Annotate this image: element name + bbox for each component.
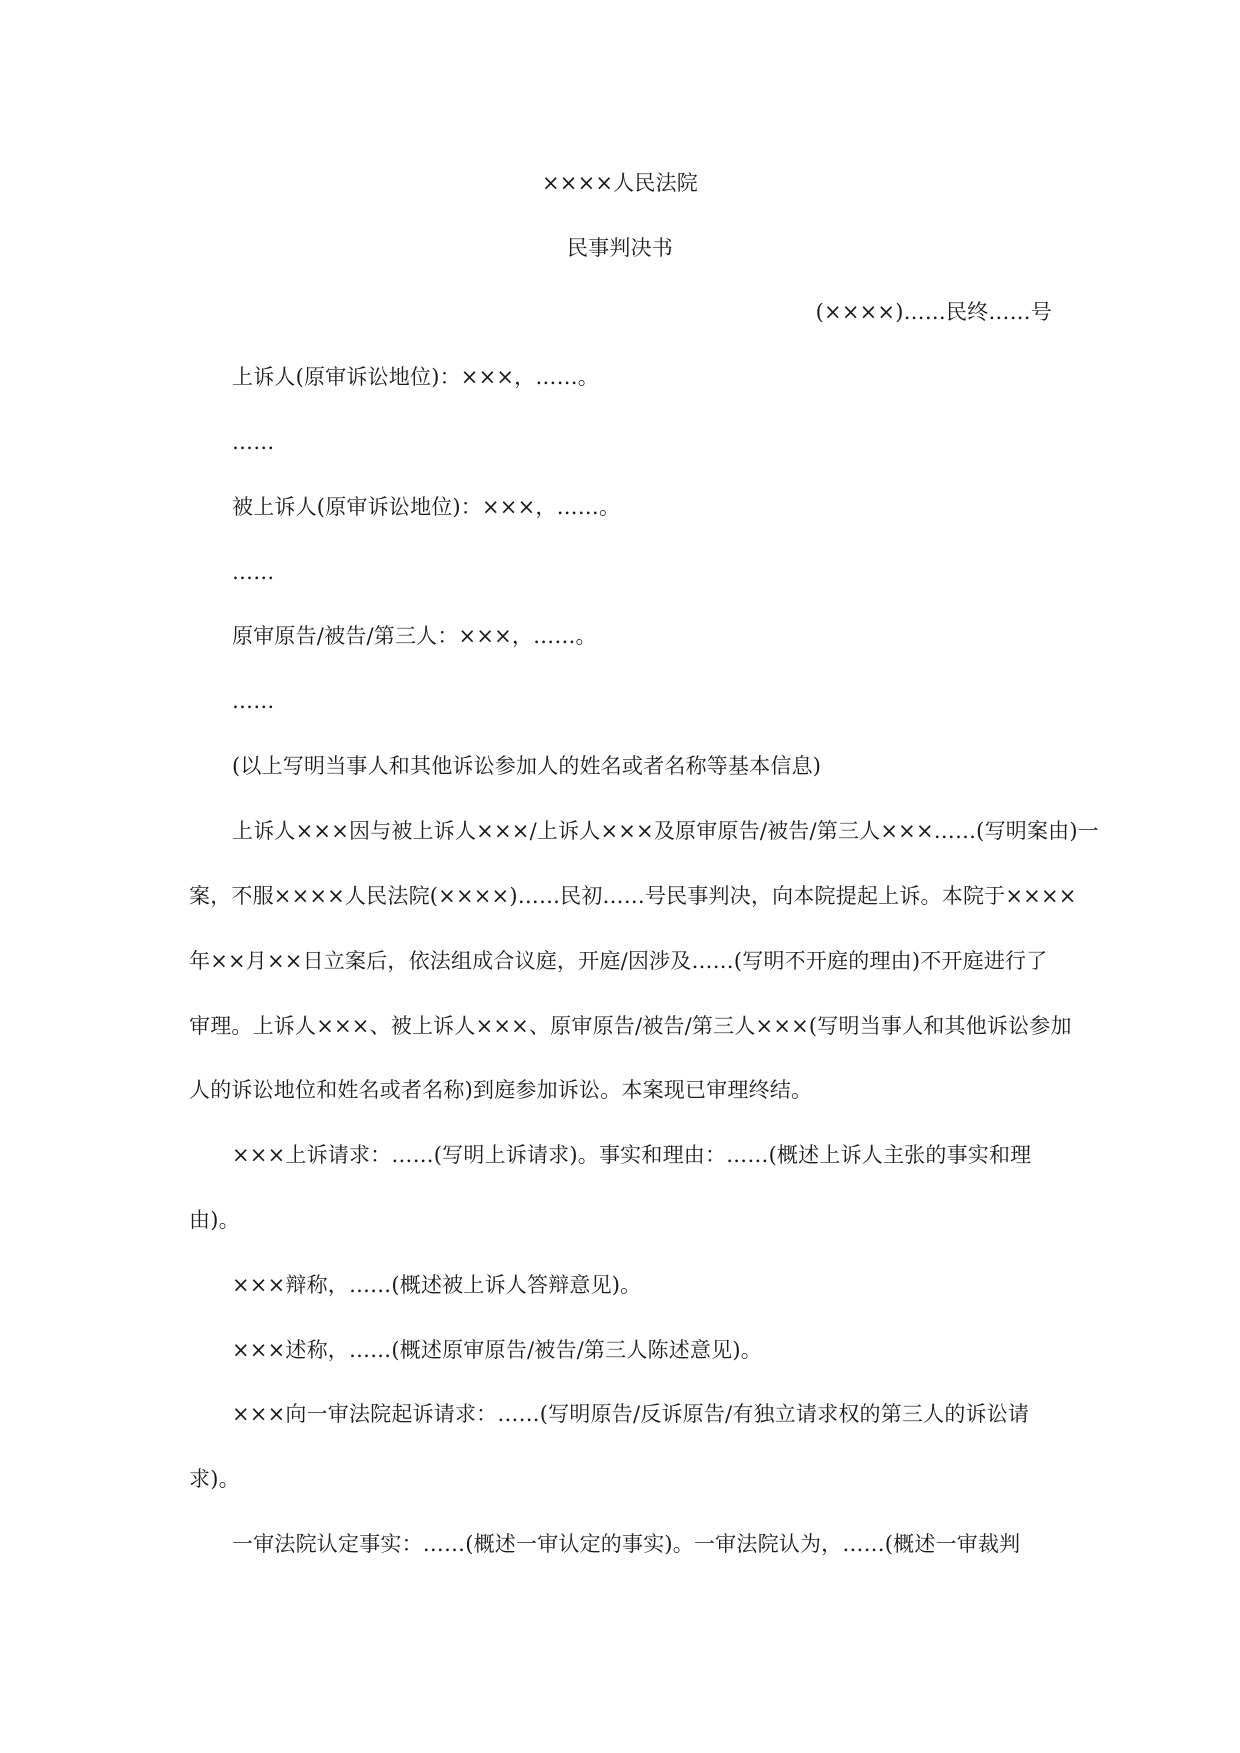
party-appellee: 被上诉人(原审诉讼地位)：×××，……。 (232, 495, 621, 519)
defense-paragraph: ×××辩称，……(概述被上诉人答辩意见)。 (232, 1273, 642, 1297)
party-ellipsis: …… (232, 560, 275, 584)
intro-paragraph-line: 案，不服××××人民法院(××××)……民初……号民事判决，向本院提起上诉。本院于×××× (189, 884, 1077, 908)
court-name: ××××人民法院 (542, 171, 698, 195)
statement-paragraph: ×××述称，……(概述原审原告/被告/第三人陈述意见)。 (232, 1338, 762, 1362)
intro-paragraph-line: 上诉人×××因与被上诉人×××/上诉人×××及原审原告/被告/第三人×××……(写明案由)一 (232, 819, 1099, 843)
party-note: (以上写明当事人和其他诉讼参加人的姓名或者名称等基本信息) (232, 754, 822, 778)
case-number: (××××)……民终……号 (815, 300, 1052, 324)
intro-paragraph-line: 审理。上诉人×××、被上诉人×××、原审原告/被告/第三人×××(写明当事人和其他诉讼参加 (189, 1014, 1072, 1038)
appeal-paragraph-line: ×××上诉请求：……(写明上诉请求)。事实和理由：……(概述上诉人主张的事实和理 (232, 1143, 1032, 1167)
finding-paragraph: 一审法院认定事实：……(概述一审认定的事实)。一审法院认为，……(概述一审裁判 (232, 1532, 1021, 1556)
party-ellipsis: …… (232, 689, 275, 713)
intro-paragraph-line: 人的诉讼地位和姓名或者名称)到庭参加诉讼。本案现已审理终结。 (189, 1078, 813, 1102)
party-original: 原审原告/被告/第三人：×××，……。 (232, 624, 597, 648)
party-ellipsis: …… (232, 430, 275, 454)
appeal-paragraph-line: 由)。 (189, 1208, 240, 1232)
intro-paragraph-line: 年××月××日立案后，依法组成合议庭，开庭/因涉及……(写明不开庭的理由)不开庭进行了 (189, 949, 1048, 973)
party-appellant: 上诉人(原审诉讼地位)：×××，……。 (232, 365, 599, 389)
claim-paragraph-line: 求)。 (189, 1467, 240, 1491)
claim-paragraph-line: ×××向一审法院起诉请求：……(写明原告/反诉原告/有独立请求权的第三人的诉讼请 (232, 1402, 1030, 1426)
document-type-title: 民事判决书 (567, 236, 673, 260)
